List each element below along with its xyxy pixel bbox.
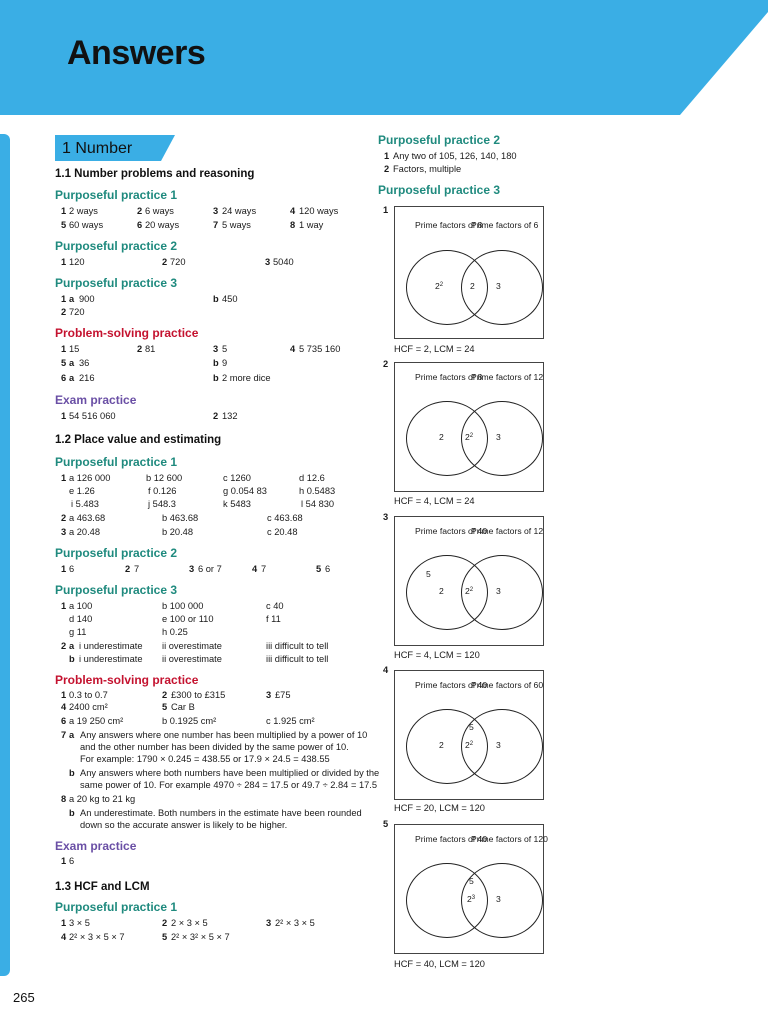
answer: i 5.483 [71, 499, 99, 509]
q-num: 4 [252, 564, 258, 574]
q-num: 2 [213, 411, 219, 421]
answer-line: An underestimate. Both numbers in the estimate have been rounded [80, 808, 362, 818]
section-heading-1-1: 1.1 Number problems and reasoning [55, 168, 255, 180]
answer: b 0.1925 cm² [162, 716, 217, 726]
part-label: b [213, 294, 219, 304]
answer-line: For example: 1790 × 0.245 = 438.55 or 17.9 × 24.5 = 438.55 [80, 754, 330, 764]
venn-diagram-2 [394, 362, 544, 492]
q-num: 3 [61, 527, 67, 537]
venn-left-label: Prime factors of 40 [415, 834, 488, 844]
answer: 36 [79, 358, 90, 368]
pp1-heading: Purposeful practice 1 [55, 455, 178, 469]
venn-diagram-5 [394, 824, 548, 954]
answer: d 12.6 [299, 473, 325, 483]
venn-left-only: 2 [439, 740, 444, 750]
q-num: 1 [61, 206, 67, 216]
answer: Car B [171, 702, 195, 712]
answer: £300 to £315 [171, 690, 226, 700]
answer: k 5483 [223, 499, 251, 509]
q-num: 7 [213, 220, 219, 230]
answer: 54 516 060 [69, 411, 116, 421]
answer-line: Any answers where one number has been multiplied by a power of 10 [80, 730, 368, 740]
q-num: 8 [290, 220, 296, 230]
answer: e 100 or 110 [162, 614, 214, 624]
answer: iii difficult to tell [266, 641, 329, 651]
venn-left-only: $2^2$ [435, 281, 444, 291]
venn-right-only: 3 [496, 740, 501, 750]
pp3-heading: Purposeful practice 3 [55, 583, 178, 597]
q-num: 1 [61, 257, 67, 267]
answer: d 140 [69, 614, 93, 624]
q-num: 1 [61, 411, 67, 421]
answer: b 20.48 [162, 527, 194, 537]
q-num: 3 [213, 206, 219, 216]
venn-result: HCF = 4, LCM = 24 [394, 496, 475, 506]
answer: 900 [79, 294, 95, 304]
answer: a 100 [69, 601, 93, 611]
part-label: b [69, 808, 75, 818]
answer: h 0.5483 [299, 486, 336, 496]
answer: ii overestimate [162, 654, 222, 664]
answer: 720 [69, 307, 85, 317]
q-num: 5 [61, 220, 67, 230]
answer: 1 way [299, 220, 324, 230]
part-label: a [69, 641, 75, 651]
answer: 6 ways [145, 206, 174, 216]
q-num: 1 [61, 294, 67, 304]
answer: 2² × 3 × 5 [275, 918, 315, 928]
q-num: 1 [61, 344, 67, 354]
answer: 3 × 5 [69, 918, 90, 928]
venn-intersection: $2^2$ [465, 740, 474, 750]
answer: ii overestimate [162, 641, 222, 651]
answer: h 0.25 [162, 627, 188, 637]
answer: 5 735 160 [299, 344, 341, 354]
q-num: 6 [137, 220, 143, 230]
venn-result: HCF = 40, LCM = 120 [394, 959, 485, 969]
pp3-heading: Purposeful practice 3 [55, 276, 178, 290]
answer: 2² × 3 × 5 × 7 [69, 932, 125, 942]
venn-right-label: Prime factors of 12 [471, 372, 544, 382]
part-label: a [69, 294, 75, 304]
venn-right-label: Prime factors of 12 [471, 526, 544, 536]
q-num: 4 [61, 702, 67, 712]
side-accent-bar [0, 134, 10, 976]
answer: i underestimate [79, 654, 143, 664]
answer: c 1260 [223, 473, 251, 483]
venn-right-label: Prime factors of 120 [471, 834, 548, 844]
q-num: 4 [61, 932, 67, 942]
venn-result: HCF = 4, LCM = 120 [394, 650, 480, 660]
q-num: 3 [266, 918, 272, 928]
q-num: 1 [61, 601, 67, 611]
pp2-heading: Purposeful practice 2 [55, 239, 178, 253]
answer: Any two of 105, 126, 140, 180 [393, 151, 517, 161]
right-pp3-heading: Purposeful practice 3 [378, 183, 501, 197]
q-num: 3 [265, 257, 271, 267]
part-label: a [69, 373, 75, 383]
venn-right-only: 3 [496, 281, 501, 291]
q-num: 2 [125, 564, 131, 574]
answer: 120 ways [299, 206, 339, 216]
venn-left-label: Prime factors of 8 [415, 372, 483, 382]
venn-right-circle [461, 401, 543, 476]
answer: c 1.925 cm² [266, 716, 315, 726]
venn-right-label: Prime factors of 6 [471, 220, 539, 230]
venn-intersection: 2 [470, 281, 475, 291]
answer: 2400 cm² [69, 702, 108, 712]
answer: f 11 [266, 614, 281, 624]
answer: i underestimate [79, 641, 143, 651]
answer: Factors, multiple [393, 164, 462, 174]
answer: c 40 [266, 601, 284, 611]
ps-heading: Problem-solving practice [55, 673, 199, 687]
answer: j 548.3 [148, 499, 176, 509]
part-label: a [69, 358, 75, 368]
answer: 120 [69, 257, 85, 267]
pp2-heading: Purposeful practice 2 [55, 546, 178, 560]
exam-heading: Exam practice [55, 393, 137, 407]
venn-right-circle [461, 709, 543, 784]
q-num: 5 [162, 702, 168, 712]
answer: 450 [222, 294, 238, 304]
venn-diagram-3 [394, 516, 544, 646]
answer: 7 [261, 564, 267, 574]
answer: 60 ways [69, 220, 104, 230]
answer: 6 [69, 856, 75, 866]
answer: b 100 000 [162, 601, 204, 611]
venn-intersection: $2^3$ [467, 894, 476, 904]
right-pp2-heading: Purposeful practice 2 [378, 133, 501, 147]
venn-intersection: $2^2$ [465, 432, 474, 442]
answer: c 463.68 [267, 513, 303, 523]
part-label: b [213, 373, 219, 383]
venn-number: 3 [383, 512, 389, 522]
answer: g 11 [69, 627, 87, 637]
answer-line: and the other number has been divided by the same power of 10. [80, 742, 349, 752]
venn-right-only: 3 [496, 894, 501, 904]
answer: 7 [134, 564, 140, 574]
answer: c 20.48 [267, 527, 298, 537]
section-heading-1-3: 1.3 HCF and LCM [55, 881, 150, 893]
answer: a 126 000 [69, 473, 111, 483]
chapter-label: 1 Number [62, 140, 133, 157]
venn-result: HCF = 20, LCM = 120 [394, 803, 485, 813]
answer: 720 [170, 257, 186, 267]
venn-number: 1 [383, 205, 389, 215]
venn-diagram-4 [394, 670, 544, 800]
q-num: 3 [189, 564, 195, 574]
q-num: 3 [266, 690, 272, 700]
answer: 6 or 7 [198, 564, 222, 574]
venn-left-label: Prime factors of 40 [415, 526, 488, 536]
q-num: 2 [162, 257, 168, 267]
part-label: b [69, 654, 75, 664]
answer: £75 [275, 690, 291, 700]
q-num: 2 [162, 918, 168, 928]
answer: 20 ways [145, 220, 180, 230]
venn-left-label: Prime factors of 40 [415, 680, 488, 690]
venn-right-label: Prime factors of 60 [471, 680, 544, 690]
q-num: 4 [290, 206, 296, 216]
answer: 6 [325, 564, 331, 574]
q-num: 1 [61, 918, 67, 928]
q-num: 5 [316, 564, 322, 574]
answer: 5 [222, 344, 228, 354]
venn-number: 5 [383, 819, 389, 829]
answer: a 19 250 cm² [69, 716, 124, 726]
answer: 2² × 3² × 5 × 7 [171, 932, 230, 942]
venn-diagram-1 [394, 206, 544, 339]
venn-intersection-extra: 5 [469, 722, 474, 732]
q-num: 5 [61, 358, 67, 368]
answer-line: down so the accurate answer is likely to be higher. [80, 820, 288, 830]
q-num: 7 [61, 730, 67, 740]
venn-intersection-extra: 5 [469, 876, 474, 886]
answer: 5040 [273, 257, 294, 267]
venn-intersection: $2^2$ [465, 586, 474, 596]
answer: 9 [222, 358, 228, 368]
answer: b 463.68 [162, 513, 199, 523]
answer: l 54 830 [301, 499, 335, 509]
pp1-heading: Purposeful practice 1 [55, 900, 178, 914]
answer: 2 more dice [222, 373, 271, 383]
exam-heading: Exam practice [55, 839, 137, 853]
q-num: 2 [61, 307, 67, 317]
q-num: 8 [61, 794, 67, 804]
q-num: 2 [61, 513, 67, 523]
q-num: 2 [137, 344, 143, 354]
answer: iii difficult to tell [266, 654, 329, 664]
q-num: 1 [61, 564, 67, 574]
answer: 81 [145, 344, 156, 354]
answer-line: same power of 10. For example 4970 ÷ 284 = 17.5 or 49.7 ÷ 2.84 = 17.5 [80, 780, 378, 790]
answer: b 12 600 [146, 473, 183, 483]
q-num: 3 [213, 344, 219, 354]
answer: 216 [79, 373, 95, 383]
venn-right-only: 3 [496, 586, 501, 596]
page-title: Answers [67, 34, 206, 72]
q-num: 5 [162, 932, 168, 942]
answer: a 20 kg to 21 kg [69, 794, 136, 804]
venn-left-only: 2 [439, 432, 444, 442]
answer: a 20.48 [69, 527, 101, 537]
venn-result: HCF = 2, LCM = 24 [394, 344, 475, 354]
answer: g 0.054 83 [223, 486, 267, 496]
answer: 5 ways [222, 220, 251, 230]
pp1-heading: Purposeful practice 1 [55, 188, 178, 202]
q-num: 2 [61, 641, 67, 651]
q-num: 6 [61, 716, 67, 726]
answer: 15 [69, 344, 80, 354]
venn-number: 4 [383, 665, 389, 675]
venn-right-only: 3 [496, 432, 501, 442]
answer: 132 [222, 411, 238, 421]
q-num: 1 [61, 690, 67, 700]
answer: 2 × 3 × 5 [171, 918, 208, 928]
answer: f 0.126 [148, 486, 177, 496]
part-label: b [213, 358, 219, 368]
part-label: b [69, 768, 75, 778]
venn-number: 2 [383, 359, 389, 369]
q-num: 1 [384, 151, 390, 161]
q-num: 2 [384, 164, 390, 174]
q-num: 4 [290, 344, 296, 354]
venn-right-circle [461, 555, 543, 630]
venn-left-only: 2 [439, 586, 444, 596]
answer: 0.3 to 0.7 [69, 690, 108, 700]
q-num: 2 [162, 690, 168, 700]
page-number: 265 [13, 990, 35, 1005]
q-num: 6 [61, 373, 67, 383]
part-label: a [69, 730, 75, 740]
venn-left-label: Prime factors of 8 [415, 220, 483, 230]
venn-outside-value: 5 [426, 569, 431, 579]
q-num: 1 [61, 856, 67, 866]
q-num: 1 [61, 473, 67, 483]
section-heading-1-2: 1.2 Place value and estimating [55, 434, 222, 446]
q-num: 2 [137, 206, 143, 216]
answer: 6 [69, 564, 75, 574]
answer: 2 ways [69, 206, 98, 216]
answer: 24 ways [222, 206, 257, 216]
answer-line: Any answers where both numbers have been multiplied or divided by the [80, 768, 380, 778]
ps-heading: Problem-solving practice [55, 326, 199, 340]
answer: a 463.68 [69, 513, 106, 523]
answer: e 1.26 [69, 486, 95, 496]
